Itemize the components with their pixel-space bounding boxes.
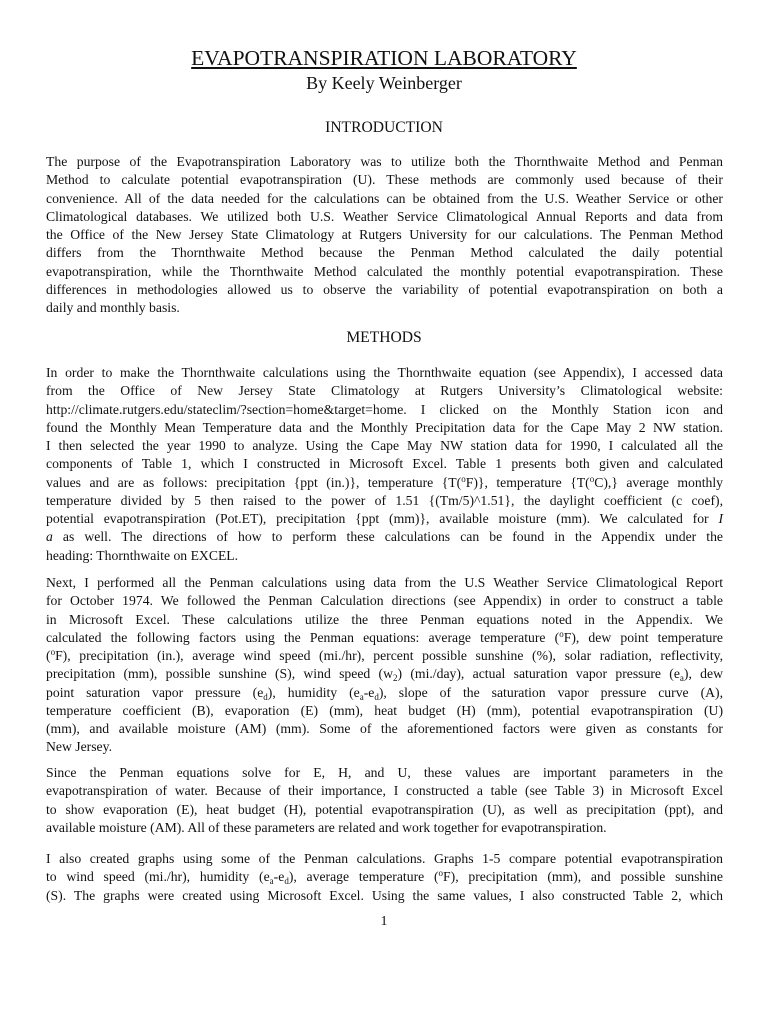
text-line: to show evaporation (E), heat budget (H), potential evapotranspiration (U), as well as precipitation (ppt), and: [46, 801, 723, 817]
text-line: temperature divided by 5 then raised to the power of 1.51 {(Tm/5)^1.51}, the daylight coefficient (c coef),: [46, 492, 723, 508]
text-line: components of Table 1, which I constructed in Microsoft Excel. Table 1 presents both given and calculated: [46, 456, 723, 472]
page-number: 1: [380, 914, 388, 929]
text-line: Since the Penman equations solve for E, H, and U, these values are important parameters in the: [46, 765, 723, 780]
document-author: By Keely Weinberger: [306, 73, 462, 93]
text-line: http://climate.rutgers.edu/stateclim/?section=home&target=home. I clicked on the Monthly Station icon and: [46, 401, 723, 417]
text-line: available moisture (AM). All of these parameters are related and work together for evapotranspiration.: [46, 819, 607, 835]
text-line: Climatological databases. We utilized both U.S. Weather Service Climatological Annual Reports and data from: [46, 208, 723, 224]
text-line: to wind speed (mi./hr), humidity $(e_a-e_d)$, average temperature ($^o$F), precipitation (mm), and possible sunshine: [46, 868, 723, 887]
text-line: I then selected the year 1990 to analyze. Using the Cape May NW station data for 1990, I calculated all the: [46, 438, 723, 453]
text-line: in Microsoft Excel. These calculations utilize the three Penman equations noted in the Appendix. We: [46, 611, 723, 627]
introduction-paragraph: [46, 153, 723, 317]
text-line: New Jersey.: [46, 739, 113, 755]
text-line: (S). The graphs were created using Microsoft Excel. Using the same values, I also constructed Table 2, which: [46, 887, 723, 903]
text-line: values and are as follows: precipitation {ppt (in.)}, temperature {T($^o$F)}, temperature {T($^o$C),} average monthly: [46, 473, 724, 490]
text-line: daily and monthly basis.: [46, 300, 180, 315]
text-line: differences in methodologies allowed us to observe the variability of potential evapotranspiration on both a: [46, 281, 723, 297]
methods-paragraph-thornthwaite: [46, 364, 723, 565]
document-title: EVAPOTRANSPIRATION LABORATORY: [191, 46, 577, 70]
text-line: Method to calculate potential evapotranspiration (U). These methods are commonly used because of their: [46, 172, 723, 188]
text-line: evapotranspiration, while the Thornthwaite Method calculated the monthly potential evapotranspiration. These: [46, 263, 723, 279]
text-line: I also created graphs using some of the Penman calculations. Graphs 1-5 compare potential evapotranspiration: [46, 851, 723, 866]
text-line: In order to make the Thornthwaite calculations using the Thornthwaite equation (see Appendix), I accessed data: [46, 365, 723, 380]
text-line: precipitation (mm), possible sunshine (S), wind speed $(w_2)$ (mi./day), actual saturation vapor pressure $(e_a)$, dew: [46, 666, 723, 684]
text-line: a as well. The directions of how to perform these calculations can be found in the Appendix under the: [46, 529, 723, 545]
text-line: the Office of the New Jersey State Climatology at Rutgers University for our calculations. The Penman Method: [46, 227, 723, 242]
text-line: (mm), and available moisture (AM) (mm). Some of the aforementioned factors were given as constants for: [46, 721, 723, 736]
text-line: heading: Thornthwaite on EXCEL.: [46, 547, 239, 563]
methods-paragraph-graphs: [46, 850, 723, 905]
text-line: The purpose of the Evapotranspiration Laboratory was to utilize both the Thornthwaite Method and Penman: [46, 154, 723, 169]
text-line: point saturation vapor pressure $(e_d)$, humidity $(e_a-e_d)$, slope of the saturation vapor pressure curve (A),: [46, 684, 723, 702]
methods-heading: METHODS: [346, 329, 422, 346]
introduction-heading: INTRODUCTION: [325, 119, 443, 136]
text-line: from the Office of New Jersey State Climatology at Rutgers University’s Climatological website:: [46, 383, 723, 399]
text-line: convenience. All of the data needed for the calculations can be obtained from the U.S. Weather Service or other: [46, 190, 723, 206]
text-line: potential evapotranspiration (Pot.ET), precipitation {ppt (mm)}, available moisture (mm). We calculated for I: [46, 511, 723, 526]
methods-paragraph-parameters: [46, 764, 723, 837]
text-line: calculated the following factors using the Penman equations: average temperature ($^o$F), dew point temperature: [46, 628, 723, 645]
text-line: evapotranspiration of water. Because of their importance, I constructed a table (see Table 3) in Microsoft Excel: [46, 783, 723, 799]
text-line: found the Monthly Mean Temperature data and the Monthly Precipitation data for the Cape May 2 NW station.: [46, 419, 723, 435]
text-line: Next, I performed all the Penman calculations using data from the U.S Weather Service Climatological Report: [46, 575, 723, 590]
text-line: for October 1974. We followed the Penman Calculation directions (see Appendix) in order to construct a table: [46, 593, 723, 609]
text-line: temperature coefficient (B), evaporation (E) (mm), heat budget (H) (mm), potential evapotranspiration (U): [46, 702, 723, 718]
methods-paragraph-penman: [46, 574, 723, 757]
text-line: differs from the Thornthwaite Method because the Penman Method calculated the daily potential: [46, 245, 723, 261]
text-line: ($^o$F), precipitation (in.), average wind speed (mi./hr), percent possible sunshine (%), solar radiation, reflectivity,: [46, 647, 723, 663]
